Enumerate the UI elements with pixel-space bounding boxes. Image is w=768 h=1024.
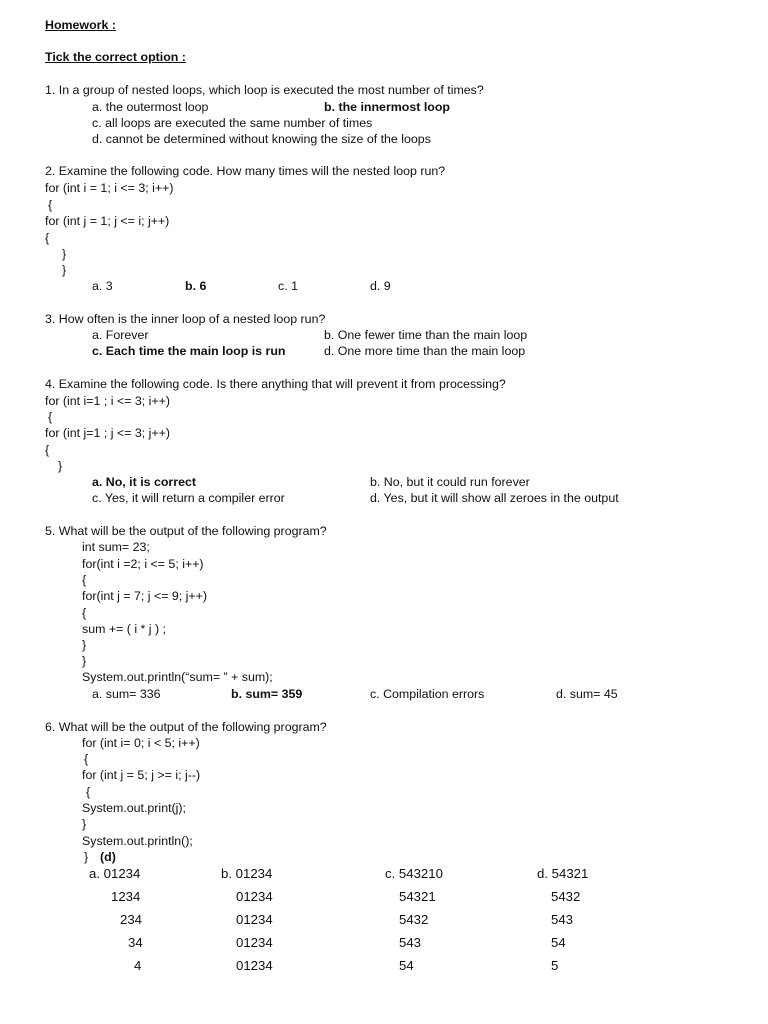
q4-question: 4. Examine the following code. Is there anything that will prevent it from processing? xyxy=(45,377,506,391)
q6-option-b-line: 01234 xyxy=(236,935,273,950)
q5-option-d[interactable]: d. sum= 45 xyxy=(556,687,618,701)
q4-code-line: { xyxy=(48,410,53,424)
q6-option-d[interactable]: d. 54321 xyxy=(537,866,589,881)
q6-option-a[interactable]: a. 01234 xyxy=(89,866,141,881)
q4-code-line: } xyxy=(58,459,63,473)
q6-code-line: } xyxy=(82,817,87,831)
q5-code-line: for(int i =2; i <= 5; i++) xyxy=(82,557,204,571)
q3-question: 3. How often is the inner loop of a nested loop run? xyxy=(45,312,326,326)
q1-option-c[interactable]: c. all loops are executed the same number of times xyxy=(92,116,373,130)
q6-option-c-line: 54321 xyxy=(399,889,436,904)
q4-option-d[interactable]: d. Yes, but it will show all zeroes in the output xyxy=(370,491,619,505)
q2-option-c[interactable]: c. 1 xyxy=(278,279,298,293)
homework-heading: Homework : xyxy=(45,18,116,32)
q4-option-a[interactable]: a. No, it is correct xyxy=(92,475,196,489)
q6-option-c-line: 5432 xyxy=(399,912,429,927)
q2-code-line: for (int j = 1; j <= i; j++) xyxy=(45,214,170,228)
q5-code-line: { xyxy=(82,606,87,620)
q1-question: 1. In a group of nested loops, which loop is executed the most number of times? xyxy=(45,83,484,97)
q4-code-line: { xyxy=(45,443,50,457)
q5-option-c[interactable]: c. Compilation errors xyxy=(370,687,485,701)
q2-code-line: { xyxy=(45,231,50,245)
q2-code-line: { xyxy=(48,198,53,212)
q6-option-c-line: 543 xyxy=(399,935,422,950)
q5-code-line: int sum= 23; xyxy=(82,540,150,554)
q6-option-a-line: 4 xyxy=(134,958,142,973)
q3-option-b[interactable]: b. One fewer time than the main loop xyxy=(324,328,528,342)
q6-option-c-line: 54 xyxy=(399,958,414,973)
q2-option-d[interactable]: d. 9 xyxy=(370,279,391,293)
q6-code-line: System.out.println(); xyxy=(82,834,193,848)
q6-option-d-line: 54 xyxy=(551,935,566,950)
q6-question: 6. What will be the output of the following program? xyxy=(45,720,327,734)
q4-option-b[interactable]: b. No, but it could run forever xyxy=(370,475,530,489)
q2-question: 2. Examine the following code. How many times will the nested loop run? xyxy=(45,164,446,178)
instruction-heading: Tick the correct option : xyxy=(45,50,186,64)
q6-code-line: { xyxy=(86,785,91,799)
q5-code-line: sum += ( i * j ) ; xyxy=(82,622,166,636)
q6-option-a-line: 1234 xyxy=(111,889,141,904)
q1-option-a[interactable]: a. the outermost loop xyxy=(92,100,209,114)
q1-option-d[interactable]: d. cannot be determined without knowing the size of the loops xyxy=(92,132,431,146)
q6-option-a-line: 34 xyxy=(128,935,143,950)
q3-option-a[interactable]: a. Forever xyxy=(92,328,149,342)
q2-code-line: } xyxy=(62,247,67,261)
q2-code-line: } xyxy=(62,263,67,277)
q5-code-line: System.out.println(“sum= ” + sum); xyxy=(82,670,273,684)
q2-option-a[interactable]: a. 3 xyxy=(92,279,113,293)
q6-code-line: for (int j = 5; j >= i; j--) xyxy=(82,768,201,782)
q6-option-a-line: 234 xyxy=(120,912,143,927)
q6-option-d-line: 5432 xyxy=(551,889,581,904)
q5-option-a[interactable]: a. sum= 336 xyxy=(92,687,161,701)
q4-code-line: for (int j=1 ; j <= 3; j++) xyxy=(45,426,171,440)
q5-option-b[interactable]: b. sum= 359 xyxy=(231,687,303,701)
q6-option-b[interactable]: b. 01234 xyxy=(221,866,273,881)
q6-code-line: { xyxy=(84,752,89,766)
q2-option-b[interactable]: b. 6 xyxy=(185,279,207,293)
q5-code-line: for(int j = 7; j <= 9; j++) xyxy=(82,589,208,603)
q6-option-d-line: 5 xyxy=(551,958,559,973)
q6-option-c[interactable]: c. 543210 xyxy=(385,866,443,881)
q5-question: 5. What will be the output of the following program? xyxy=(45,524,327,538)
q3-option-d[interactable]: d. One more time than the main loop xyxy=(324,344,526,358)
q1-option-b[interactable]: b. the innermost loop xyxy=(324,100,450,114)
q6-option-b-line: 01234 xyxy=(236,889,273,904)
q5-code-line: } xyxy=(82,654,87,668)
q6-answer-mark: (d) xyxy=(100,850,116,864)
q6-code-line: } xyxy=(84,850,89,864)
q3-option-c[interactable]: c. Each time the main loop is run xyxy=(92,344,286,358)
q2-code-line: for (int i = 1; i <= 3; i++) xyxy=(45,181,174,195)
q6-option-b-line: 01234 xyxy=(236,958,273,973)
q6-option-b-line: 01234 xyxy=(236,912,273,927)
q6-option-d-line: 543 xyxy=(551,912,574,927)
q4-code-line: for (int i=1 ; i <= 3; i++) xyxy=(45,394,171,408)
q5-code-line: { xyxy=(82,573,87,587)
q6-code-line: for (int i= 0; i < 5; i++) xyxy=(82,736,200,750)
q4-option-c[interactable]: c. Yes, it will return a compiler error xyxy=(92,491,285,505)
q5-code-line: } xyxy=(82,638,87,652)
q6-code-line: System.out.print(j); xyxy=(82,801,186,815)
